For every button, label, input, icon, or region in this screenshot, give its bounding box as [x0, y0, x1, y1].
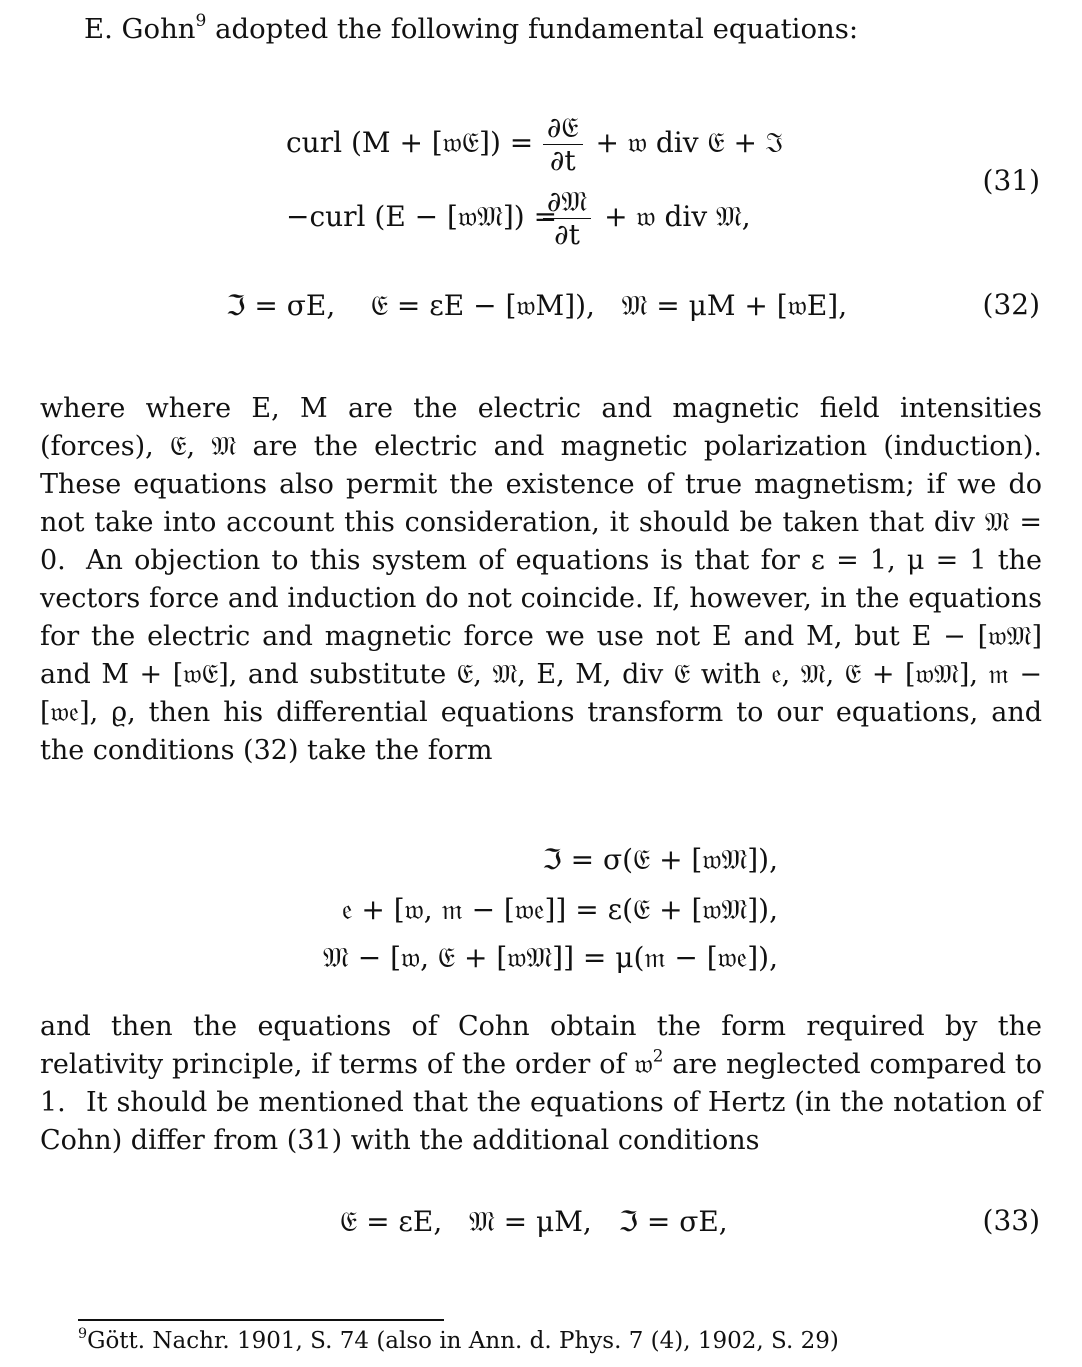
eq31-row2-numerator: ∂𝔐: [543, 186, 591, 219]
eq33: 𝔈 = εE, 𝔐 = μM, ℑ = σE,: [340, 1205, 728, 1238]
eq31-row1-rest: + 𝔴 div 𝔈 + ℑ: [595, 126, 784, 159]
paragraph-1: where where E, M are the electric and magnetic field intensities (forces), 𝔈, 𝔐 are the electric and magnetic polarization (induction). These equations also permit the existence of true magnetism; if we do not take into account this consideration, it should be taken that div 𝔐 = 0.: [40, 393, 1042, 576]
footnote-marker: 9: [78, 1326, 88, 1343]
eq-block-row3: 𝔐 − [𝔴, 𝔈 + [𝔴𝔐]] = μ(𝔪 − [𝔴𝔢]),: [323, 941, 778, 974]
eq33-number: (33): [982, 1204, 1040, 1237]
footnote-ref: 9: [195, 11, 207, 32]
eq31-row2-denominator: ∂t: [554, 218, 580, 251]
paragraph-4: It should be mentioned that the equations of Hertz (in the notation of Cohn) differ from (31) with the additional conditions: [40, 1087, 1042, 1156]
exponent: 2: [652, 1045, 664, 1066]
eq31-row1-numerator: ∂𝔈: [543, 112, 583, 145]
eq-block-row2: 𝔢 + [𝔴, 𝔪 − [𝔴𝔢]] = ε(𝔈 + [𝔴𝔐]),: [342, 893, 778, 926]
eq31-row1-lhs: curl (M + [𝔴𝔈]) =: [286, 126, 534, 159]
intro-text-rest: adopted the following fundamental equations:: [206, 13, 859, 45]
paragraph-3-text-rest: are neglected compared to 1.: [40, 1049, 1042, 1118]
eq31-row1-denominator: ∂t: [549, 144, 576, 177]
paragraph-2: An objection to this system of equations is that for ε = 1, μ = 1 the vectors force and induction do not coincide. If, however, in the equations for the electric and magnetic force we use not E and M, but E − [𝔴𝔐] and M + [𝔴𝔈], and substitute 𝔈, 𝔐, E, M, div 𝔈 with 𝔢, 𝔐, 𝔈 + [𝔴𝔐], 𝔪 − [𝔴𝔢], ϱ, then his differential equations transform to our equations, and the conditions (32) take the form: [40, 545, 1042, 766]
eq31-row2: [286, 186, 751, 251]
eq-block-row1: ℑ = σ(𝔈 + [𝔴𝔐]),: [542, 843, 778, 876]
eq31-row2-lhs: −curl (E − [𝔴𝔐]) =: [286, 200, 558, 233]
footnote-rule: [78, 1319, 444, 1321]
eq31-number: (31): [982, 164, 1040, 197]
paragraph-3-text: and then the equations of Cohn obtain the form required by the relativity principle, if terms of the order of 𝔴: [40, 1011, 1042, 1080]
intro-line: [84, 10, 858, 48]
eq31-row2-rest: + 𝔴 div 𝔐,: [604, 200, 751, 233]
footnote-text: Gött. Nachr. 1901, S. 74 (also in Ann. d. Phys. 7 (4), 1902, S. 29): [87, 1328, 839, 1354]
footnote: [78, 1325, 839, 1357]
intro-text: E. Gohn: [84, 13, 196, 45]
eq31-row1: [286, 112, 783, 177]
eq31-row2-fraction: [543, 186, 591, 251]
eq32: ℑ = σE, 𝔈 = εE − [𝔴M]), 𝔐 = μM + [𝔴E],: [226, 289, 848, 322]
eq31-row1-fraction: [543, 112, 583, 177]
eq32-number: (32): [982, 288, 1040, 321]
